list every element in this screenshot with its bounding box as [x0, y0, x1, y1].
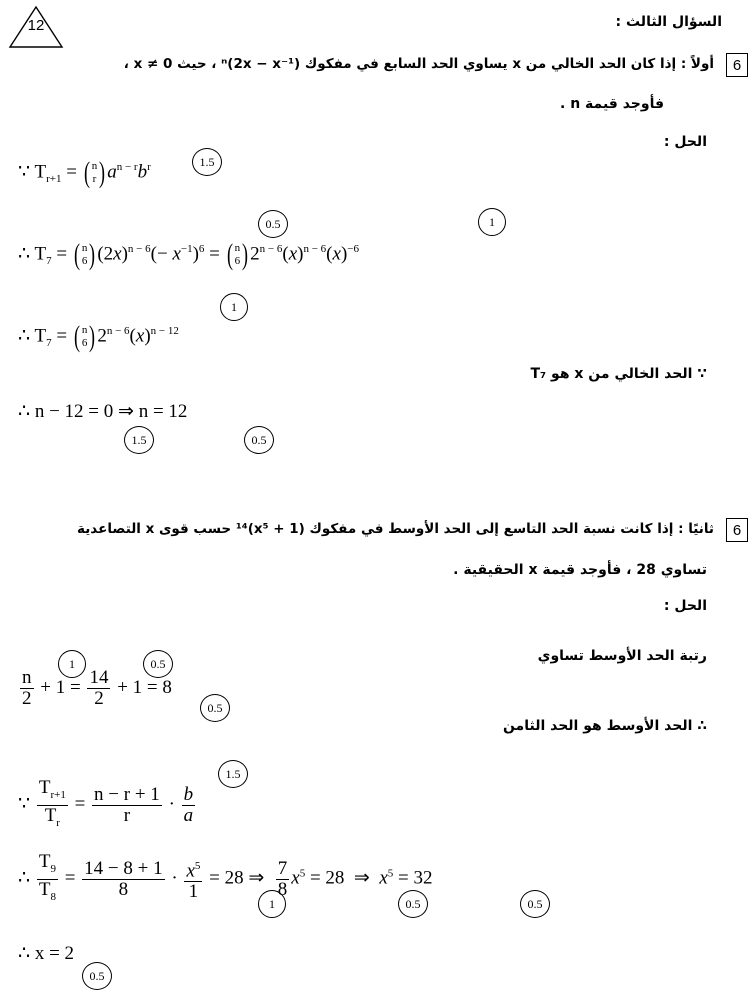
part1-formula-general-term: ∵ $T_{r+1}$ = ( n r ) $a^{n - r}b^r$: [18, 156, 151, 189]
part2-middle-rank-formula: $\frac{n}{2}$ + 1 = $\frac{14}{2}$ + 1 = 8: [22, 667, 172, 709]
score-circle: 0.5: [200, 694, 230, 722]
score-circle: 0.5: [258, 210, 288, 238]
score-circle: 1: [258, 890, 286, 918]
part1-formula-t7-expansion: ∴ $T_7$ = ( n 6 ) $(2x)^{n - 6}(- x^{-1})^6$ = ( n 6 ) $2^{n - 6}(x)^{n - 6}(x)^{-6}$: [18, 238, 359, 271]
part1-marks-box: 6: [726, 53, 748, 77]
part2-final-answer: ∴ x = 2: [18, 943, 75, 964]
part1-result-n: ∴ n − 12 = 0 ⇒ n = 12: [18, 401, 188, 422]
score-circle: 0.5: [520, 890, 550, 918]
score-circle: 1: [478, 208, 506, 236]
part2-question-line1: ثانيًا : إذا كانت نسبة الحد التاسع إلى الحد الأوسط في مفكوك (1 + x⁵)¹⁴ حسب قوى x التصاعدية: [77, 521, 714, 537]
score-circle: 1: [58, 650, 86, 678]
question-title: السؤال الثالث :: [615, 14, 722, 30]
part2-question-line2: تساوي 28 ، فأوجد قيمة x الحقيقية .: [453, 562, 707, 578]
score-circle: 1.5: [124, 426, 154, 454]
score-circle: 1: [220, 293, 248, 321]
page-number: 12: [27, 17, 45, 34]
score-circle: 0.5: [82, 962, 112, 990]
part1-constant-term-statement: ∵ الحد الخالي من x هو T₇: [530, 366, 707, 382]
part1-question-line2: فأوجد قيمة n .: [560, 96, 664, 112]
part2-middle-is-eighth: ∴ الحد الأوسط هو الحد الثامن: [502, 718, 707, 734]
score-circle: 0.5: [398, 890, 428, 918]
score-circle: 1.5: [192, 148, 222, 176]
score-circle: 0.5: [244, 426, 274, 454]
part2-ratio-formula: ∵ $\frac{T_{r+1}}{T_r}$ = $\frac{n - r + 1}{r}$ · $\frac{b}{a}$: [18, 777, 194, 829]
part1-formula-t7-simplified: ∴ $T_7$ = ( n 6 ) $2^{n - 6}(x)^{n - 12}$: [18, 320, 179, 353]
part2-ratio-substitution: ∴ $\frac{T_9}{T_8}$ = $\frac{14 - 8 + 1}{8}$ · $\frac{x^5}{1}$ = 28 ⇒ $\frac{7}{8}$ $x^5 = 28$ ⇒ $x^5 = 32$: [18, 851, 433, 903]
part1-question-line1: أولاً : إذا كان الحد الخالي من x يساوي الحد السابع في مفكوك (2x − x⁻¹)ⁿ ، حيث x ≠ 0 ،: [123, 56, 714, 72]
part2-marks-box: 6: [726, 518, 748, 542]
score-circle: 0.5: [143, 650, 173, 678]
part1-solution-label: الحل :: [663, 134, 707, 150]
part2-middle-rank-text: رتبة الحد الأوسط تساوي: [537, 648, 707, 664]
score-circle: 1.5: [218, 760, 248, 788]
part2-solution-label: الحل :: [663, 598, 707, 614]
